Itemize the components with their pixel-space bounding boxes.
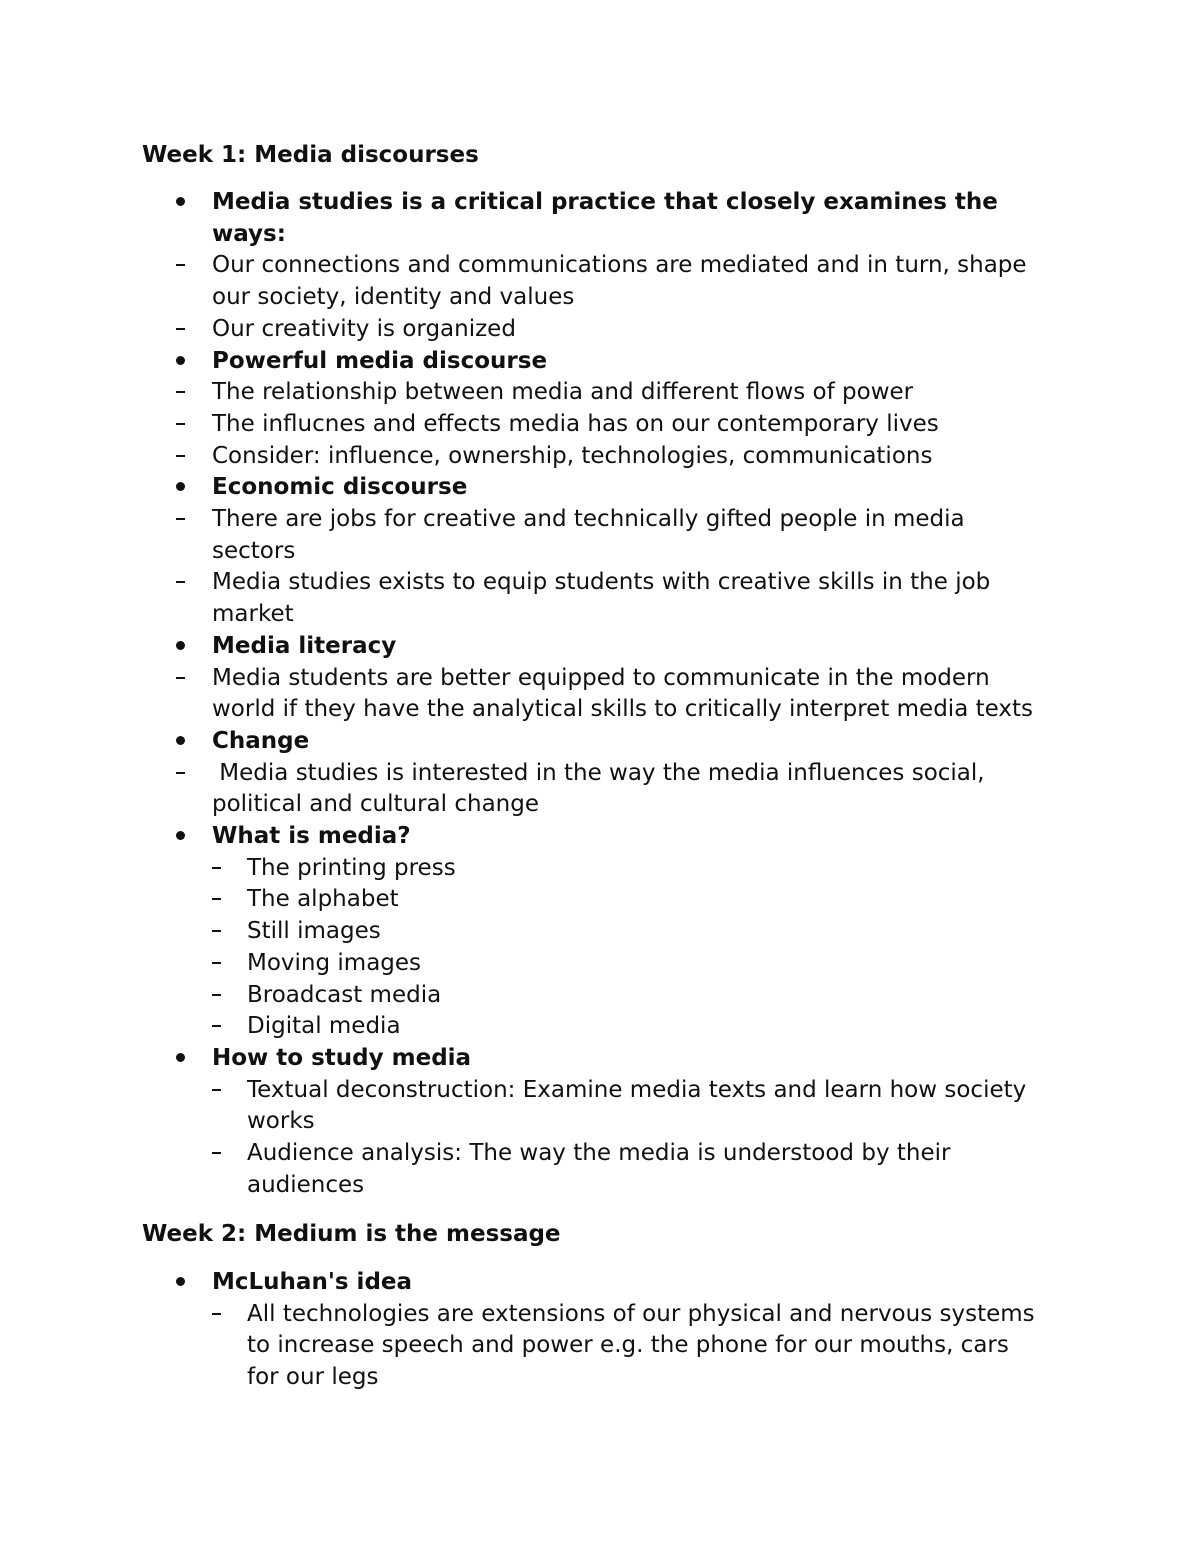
dash-icon (176, 455, 185, 457)
dash-icon (176, 677, 185, 679)
bullet-icon (176, 482, 185, 491)
item-text-line: Broadcast media (247, 981, 442, 1008)
item-text-line: our society, identity and values (212, 284, 575, 311)
item-text-line: All technologies are extensions of our physical and nervous systems (247, 1300, 1035, 1327)
item-text-line: political and cultural change (212, 791, 539, 818)
item-text-line: audiences (247, 1171, 365, 1198)
week-1-heading: Week 1: Media discourses (142, 142, 479, 168)
dash-icon (176, 772, 185, 774)
item-text-line: Media studies is a critical practice that closely examines the (212, 189, 998, 215)
bullet-icon (176, 1277, 185, 1286)
dash-icon (212, 1152, 221, 1154)
item-text-line: Moving images (247, 949, 422, 976)
item-text-line: How to study media (212, 1044, 472, 1071)
item-text-line: Media students are better equipped to communicate in the modern (212, 664, 990, 691)
item-text-line: Our creativity is organized (212, 315, 516, 342)
dash-icon (176, 391, 185, 393)
dash-icon (212, 994, 221, 996)
dash-icon (176, 264, 185, 266)
dash-icon (212, 898, 221, 900)
item-text-line: for our legs (247, 1364, 379, 1391)
item-text-line: Still images (247, 918, 381, 945)
item-text-line: Media studies is interested in the way the media influences social, (212, 759, 985, 786)
item-text-line: Media literacy (212, 632, 397, 659)
dash-icon (212, 1089, 221, 1091)
item-text-line: There are jobs for creative and technically gifted people in media (212, 506, 965, 532)
item-text-line: works (247, 1108, 315, 1135)
week-2-heading: Week 2: Medium is the message (142, 1221, 561, 1247)
item-text-line: market (212, 601, 294, 628)
dash-icon (212, 1025, 221, 1027)
item-text-line: Consider: influence, ownership, technologies, communications (212, 442, 933, 469)
item-text-line: Our connections and communications are mediated and in turn, shape (212, 252, 1027, 279)
item-text-line: Digital media (247, 1013, 401, 1040)
item-text-line: Economic discourse (212, 474, 468, 501)
dash-icon (212, 1313, 221, 1315)
bullet-icon (176, 356, 185, 365)
bullet-icon (176, 831, 185, 840)
item-text-line: Change (212, 727, 310, 754)
dash-icon (212, 930, 221, 932)
item-text-line: The relationship between media and different flows of power (212, 379, 914, 406)
item-text-line: Media studies exists to equip students with creative skills in the job (212, 569, 991, 596)
item-text-line: ways: (212, 220, 286, 247)
item-text-line: The alphabet (247, 886, 399, 913)
dash-icon (176, 581, 185, 583)
item-text-line: The printing press (247, 854, 456, 881)
bullet-icon (176, 736, 185, 745)
item-text-line: Audience analysis: The way the media is understood by their (247, 1140, 951, 1166)
bullet-icon (176, 1053, 185, 1062)
item-text-line: What is media? (212, 823, 411, 849)
item-text-line: to increase speech and power e.g. the phone for our mouths, cars (247, 1332, 1009, 1359)
item-text-line: Textual deconstruction: Examine media texts and learn how society (247, 1076, 1027, 1103)
item-text-line: world if they have the analytical skills to critically interpret media texts (212, 696, 1033, 723)
dash-icon (176, 423, 185, 425)
bullet-icon (176, 197, 185, 206)
dash-icon (176, 518, 185, 520)
item-text-line: McLuhan's idea (212, 1269, 413, 1295)
bullet-icon (176, 641, 185, 650)
item-text-line: sectors (212, 537, 296, 564)
dash-icon (212, 962, 221, 964)
item-text-line: The influcnes and effects media has on our contemporary lives (212, 410, 939, 437)
dash-icon (176, 328, 185, 330)
dash-icon (212, 867, 221, 869)
item-text-line: Powerful media discourse (212, 347, 548, 374)
